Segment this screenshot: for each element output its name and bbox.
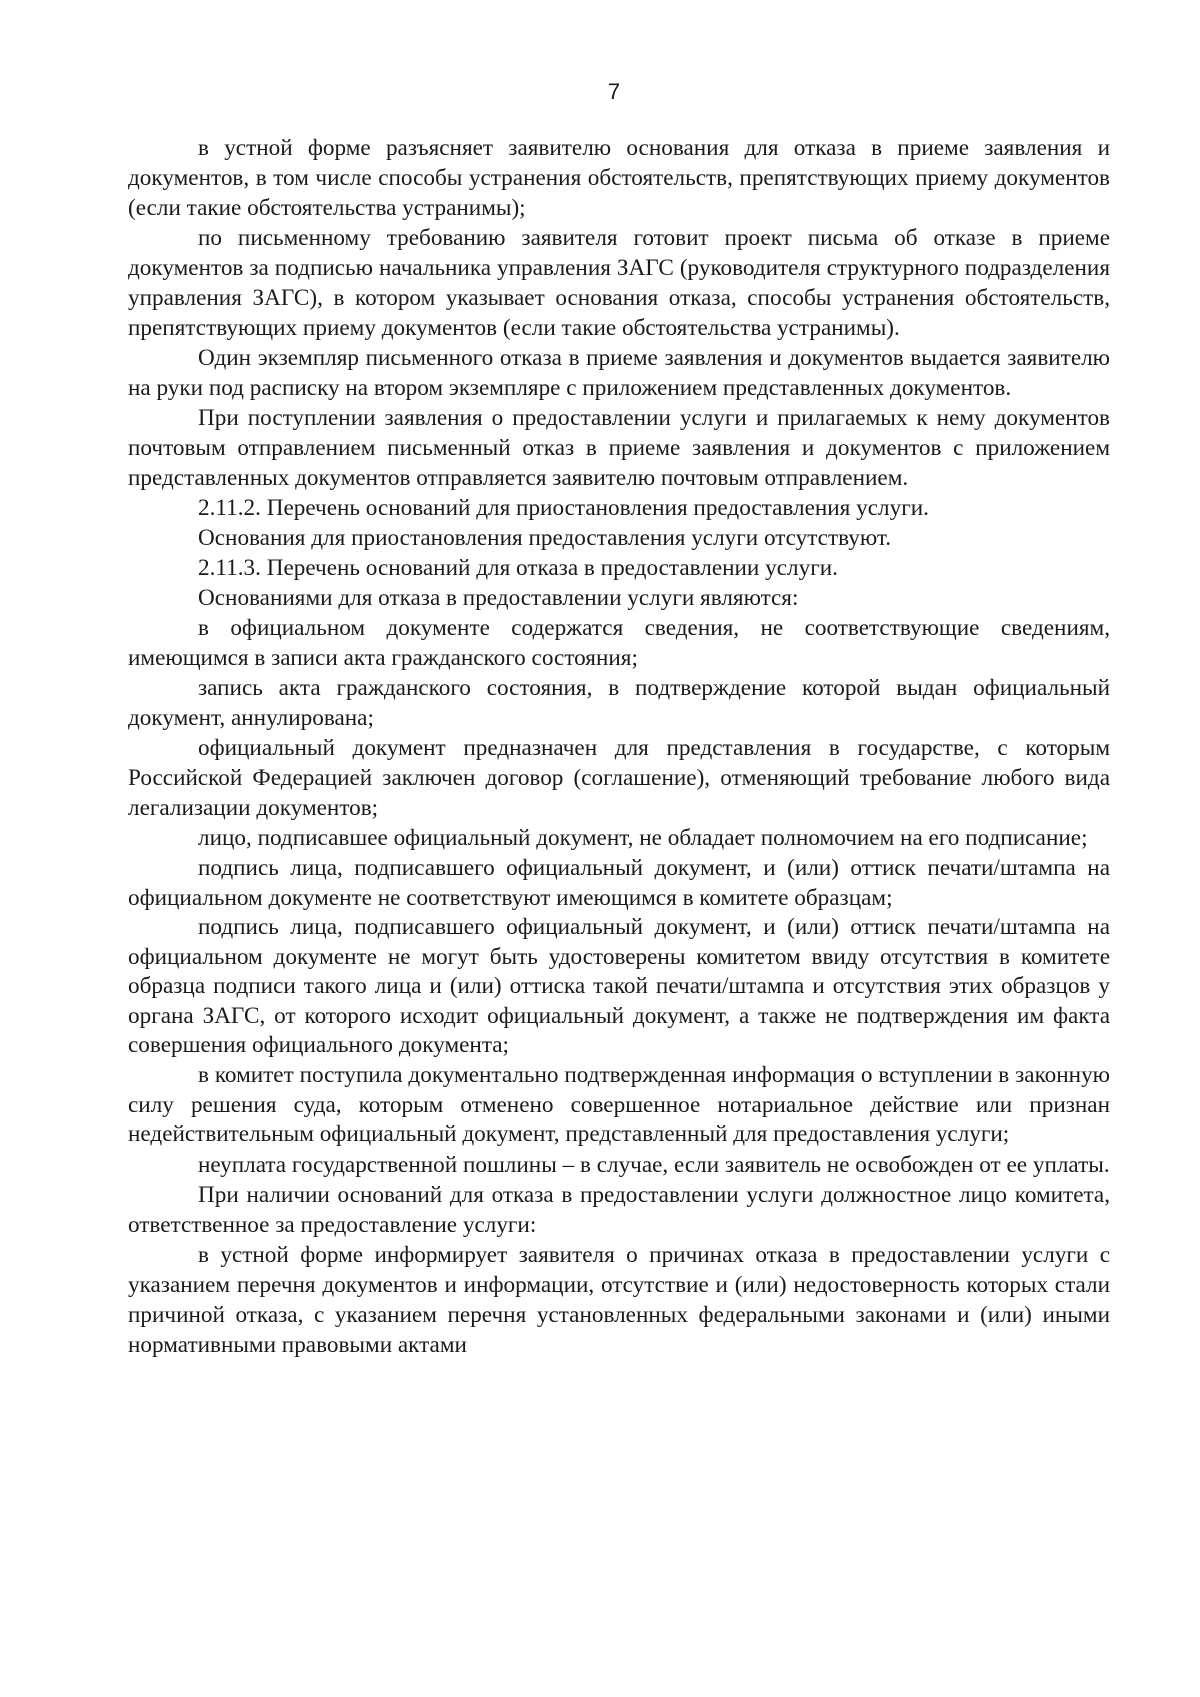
paragraph-refusal-copy: Один экземпляр письменного отказа в приеме заявления и документов выдается заявителю на руки под расписку на втором экземпляре с приложением представленных документов. [128, 345, 1110, 401]
paragraph-official-actions: При наличии оснований для отказа в предоставлении услуги должностное лицо комитета, ответственное за предоставление услуги: [128, 1181, 1110, 1238]
paragraph-refusal-grounds-intro: Основаниями для отказа в предоставлении услуги являются: [198, 585, 799, 611]
paragraph-oral-explanation: в устной форме разъясняет заявителю основания для отказа в приеме заявления и документов, в том числе способы устранения обстоятельств, препятствующих приему документов (если такие обстоятельства устранимы); [128, 135, 1110, 221]
paragraph-postal-submission: При поступлении заявления о предоставлении услуги и прилагаемых к нему документов почтовым отправлением письменный отказ в приеме заявления и документов с приложением представленных документов отправляется заявителю почтовым отправлением. [128, 405, 1110, 491]
paragraph-written-refusal-draft: по письменному требованию заявителя готовит проект письма об отказе в приеме документов за подписью начальника управления ЗАГС (руководителя структурного подразделения управления ЗАГС), в котором указывает основания отказа, способы устранения обстоятельств, препятствующих приему документов (если такие обстоятельства устранимы). [128, 225, 1110, 341]
list-item-legalization-exempt: официальный документ предназначен для представления в государстве, с которым Российской Федерацией заключен договор (соглашение), отменяющий требование любого вида легализации документов; [128, 735, 1110, 821]
list-item-no-authority: лицо, подписавшее официальный документ, не обладает полномочием на его подписание; [198, 825, 1088, 851]
section-heading-2-11-3: 2.11.3. Перечень оснований для отказа в предоставлении услуги. [198, 555, 838, 581]
paragraph-oral-notification: в устной форме информирует заявителя о причинах отказа в предоставлении услуги с указанием перечня документов и информации, отсутствие и (или) недостоверность которых стали причиной отказа, с указанием перечня установленных федеральными законами и (или) иными нормативными правовыми актами [128, 1241, 1110, 1358]
section-heading-2-11-2: 2.11.2. Перечень оснований для приостановления предоставления услуги. [198, 495, 929, 521]
list-item-cannot-certify: подпись лица, подписавшего официальный документ, и (или) оттиск печати/штампа на официальном документе не могут быть удостоверены комитетом ввиду отсутствия в комитете образца подписи такого лица и (или) оттиска такой печати/штампа и отсутствия этих образцов у органа ЗАГС, от которого исходит официальный документ, а также не подтверждения им факта совершения официального документа; [128, 914, 1110, 1059]
page-number: 7 [607, 79, 621, 104]
paragraph-no-suspension-grounds: Основания для приостановления предоставления услуги отсутствуют. [198, 525, 892, 551]
list-item-court-decision: в комитет поступила документально подтвержденная информация о вступлении в законную силу решения суда, которым отменено совершенное нотариальное действие или признан недействительным официальный документ, представленный для предоставления услуги; [128, 1061, 1110, 1148]
list-item-mismatched-info: в официальном документе содержатся сведения, не соответствующие сведениям, имеющимся в записи акта гражданского состояния; [128, 615, 1110, 671]
document-body [128, 133, 1110, 1360]
list-item-record-annulled: запись акта гражданского состояния, в подтверждение которой выдан официальный документ, аннулирована; [128, 675, 1110, 731]
list-item-signature-mismatch: подпись лица, подписавшего официальный документ, и (или) оттиск печати/штампа на официальном документе не соответствуют имеющимся в комитете образцам; [128, 855, 1110, 911]
list-item-unpaid-fee: неуплата государственной пошлины – в случае, если заявитель не освобожден от ее уплаты. [198, 1151, 1110, 1178]
